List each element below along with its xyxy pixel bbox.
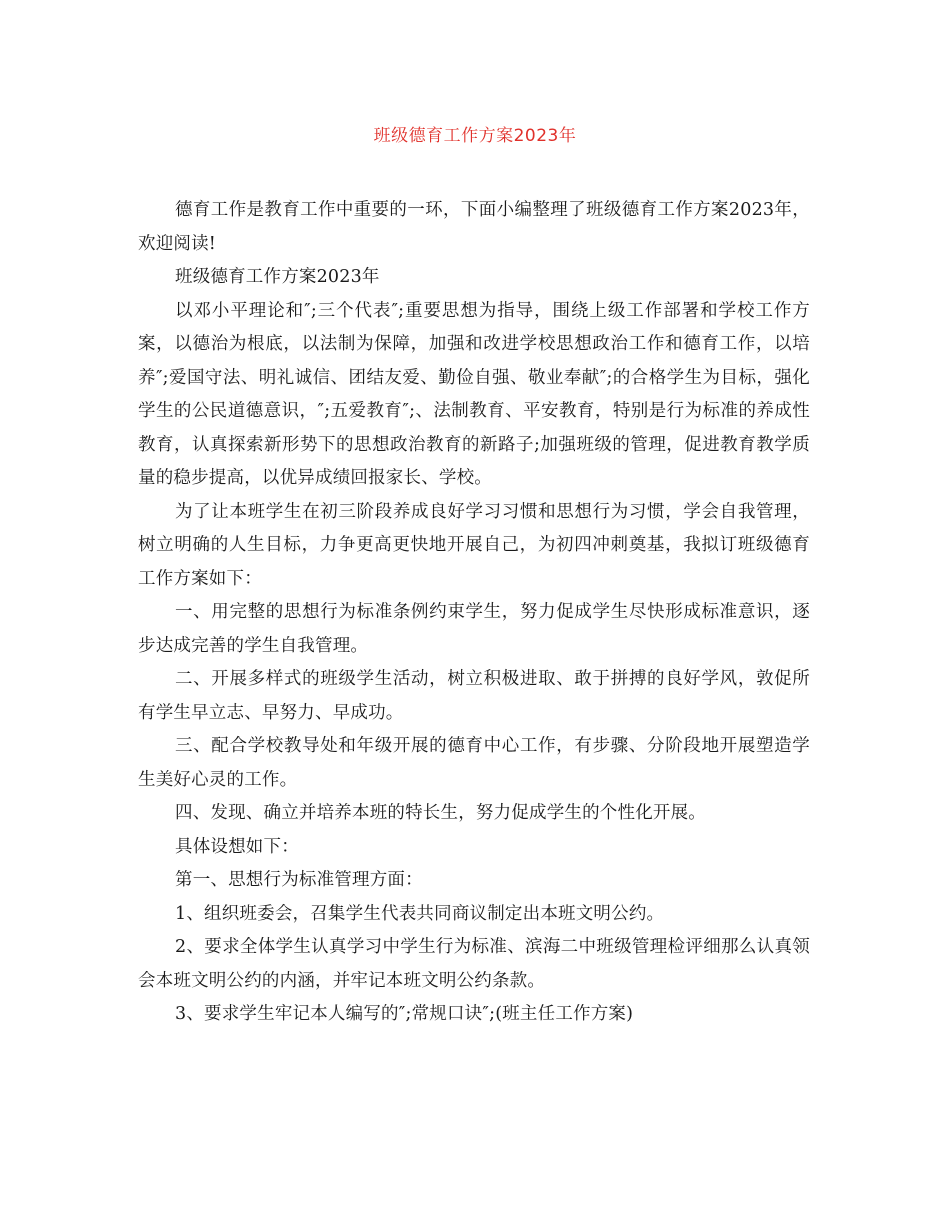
paragraph-goal-3: 三、配合学校教导处和年级开展的德育中心工作，有步骤、分阶段地开展塑造学生美好心灵的工作。 [138, 736, 810, 790]
paragraph-item-2: 2、要求全体学生认真学习中学生行为标准、滨海二中班级管理检评细那么认真领会本班文明公约的内涵，并牢记本班文明公约条款。 [138, 937, 810, 991]
paragraph-guiding-ideology: 以邓小平理论和″;三个代表″;重要思想为指导，围绕上级工作部署和学校工作方案，以德治为根底，以法制为保障，加强和改进学校思想政治工作和德育工作，以培养″;爱国守法、明礼诚信、团结友爱、勤俭自强、敬业奉献″;的合格学生为目标，强化学生的公民道德意识，″;五爱教育″;、法制教育、平安教育，特别是行为标准的养成性教育，认真探索新形势下的思想政治教育的新路子;加强班级的管理，促进教育教学质量的稳步提高，以优异成绩回报家长、学校。 [138, 300, 810, 488]
paragraph-intro: 德育工作是教育工作中重要的一环，下面小编整理了班级德育工作方案2023年，欢迎阅读! [138, 200, 810, 254]
paragraph-section-heading: 第一、思想行为标准管理方面： [175, 870, 423, 890]
document-title: 班级德育工作方案2023年 [373, 126, 577, 146]
paragraph-purpose: 为了让本班学生在初三阶段养成良好学习习惯和思想行为习惯，学会自我管理，树立明确的人生目标，力争更高更快地开展自己，为初四冲刺奠基，我拟订班级德育工作方案如下： [138, 501, 810, 589]
paragraph-item-3: 3、要求学生牢记本人编写的″;常规口诀″;(班主任工作方案) [175, 1004, 634, 1024]
document-body [138, 194, 810, 1032]
paragraph-item-1: 1、组织班委会，召集学生代表共同商议制定出本班文明公约。 [175, 903, 665, 924]
paragraph-goal-2: 二、开展多样式的班级学生活动，树立积极进取、敢于拼搏的良好学风，敦促所有学生早立志、早努力、早成功。 [138, 669, 810, 723]
paragraph-subtitle: 班级德育工作方案2023年 [175, 267, 380, 287]
paragraph-goal-1: 一、用完整的思想行为标准条例约束学生，努力促成学生尽快形成标准意识，逐步达成完善的学生自我管理。 [138, 602, 810, 656]
paragraph-goal-4: 四、发现、确立并培养本班的特长生，努力促成学生的个性化开展。 [175, 803, 706, 823]
paragraph-plan-intro: 具体设想如下： [175, 836, 299, 857]
